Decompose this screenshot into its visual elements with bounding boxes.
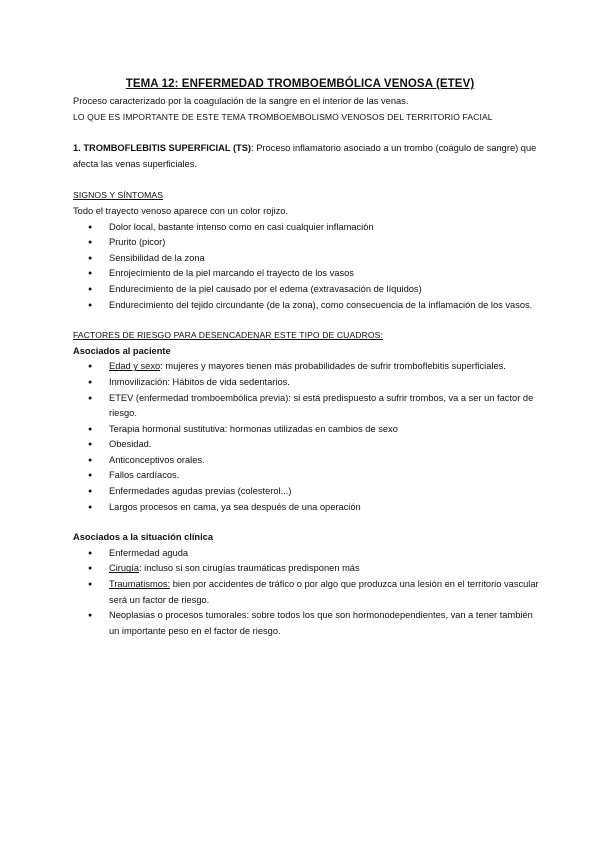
signs-intro: Todo el trayecto venoso aparece con un color rojizo.	[73, 205, 288, 216]
list-item: ● Sensibilidad de la zona	[73, 251, 543, 267]
patient-list	[73, 359, 543, 515]
intro-note: LO QUE ES IMPORTANTE DE ESTE TEMA TROMBOEMBOLISMO VENOSOS DEL TERRITORIO FACIAL	[73, 111, 493, 122]
list-item-lead: Traumatismos:	[109, 579, 171, 590]
list-item-lead: Edad y sexo	[109, 361, 161, 372]
section-1-paragraph	[73, 141, 543, 172]
list-item: ● Enfermedades agudas previas (colesterol...)	[73, 484, 543, 500]
list-item: ● Neoplasias o procesos tumorales: sobre todos los que son hormonodependientes, van a tener también un importante peso en el factor de riesgo.	[73, 608, 543, 639]
list-item: ● Inmovilización: Hábitos de vida sedentarios.	[73, 375, 543, 391]
list-item: ● Enrojecimiento de la piel marcando el trayecto de los vasos	[73, 266, 543, 282]
list-item-lead: Cirugía	[109, 563, 139, 574]
risk-heading: FACTORES DE RIESGO PARA DESENCADENAR ESTE TIPO DE CUADROS:	[73, 330, 383, 341]
document-body	[73, 94, 543, 639]
list-item: ● Obesidad.	[73, 437, 543, 453]
signs-heading: SIGNOS Y SÍNTOMAS	[73, 190, 164, 201]
list-item	[73, 561, 543, 577]
page-title: TEMA 12: ENFERMEDAD TROMBOEMBÓLICA VENOSA (ETEV)	[125, 78, 475, 90]
patient-heading: Asociados al paciente	[73, 345, 171, 356]
list-item: ● Dolor local, bastante intenso como en casi cualquier inflamación	[73, 220, 543, 236]
section-1-heading: 1. TROMBOFLEBITIS SUPERFICIAL (TS)	[73, 143, 252, 154]
list-item: ● Endurecimiento del tejido circundante (de la zona), como consecuencia de la inflamación de los vasos.	[73, 298, 543, 314]
list-item: ● ETEV (enfermedad tromboembólica previa): si está predispuesto a sufrir trombos, va a ser un factor de riesgo.	[73, 391, 543, 422]
list-item: ● Anticonceptivos orales.	[73, 453, 543, 469]
list-item: ● Prurito (picor)	[73, 235, 543, 251]
list-item: ● Largos procesos en cama, ya sea después de una operación	[73, 500, 543, 516]
list-item: ● Enfermedad aguda	[73, 546, 543, 562]
signs-list	[73, 220, 543, 314]
list-item	[73, 577, 543, 608]
clinical-list	[73, 546, 543, 640]
list-item-text: : incluso si son cirugías traumáticas predisponen más	[138, 563, 360, 574]
clinical-heading: Asociados a la situación clínica	[73, 532, 214, 543]
list-item-text: bien por accidentes de tráfico o por algo que produzca una lesión en el territorio vascular será un factor de riesgo.	[109, 579, 539, 605]
intro-paragraph: Proceso caracterizado por la coagulación de la sangre en el interior de las venas.	[73, 96, 409, 106]
list-item: ● Terapia hormonal sustitutiva: hormonas utilizadas en cambios de sexo	[73, 422, 543, 438]
list-item: ● Fallos cardíacos.	[73, 468, 543, 484]
list-item-text: : mujeres y mayores tienen más probabilidades de sufrir tromboflebitis superficiales.	[160, 361, 506, 372]
list-item	[73, 359, 543, 375]
list-item: ● Endurecimiento de la piel causado por el edema (extravasación de líquidos)	[73, 282, 543, 298]
section-1-text: : Proceso inflamatorio asociado a un trombo (coágulo de sangre) que afecta las venas superficiales.	[73, 143, 537, 169]
